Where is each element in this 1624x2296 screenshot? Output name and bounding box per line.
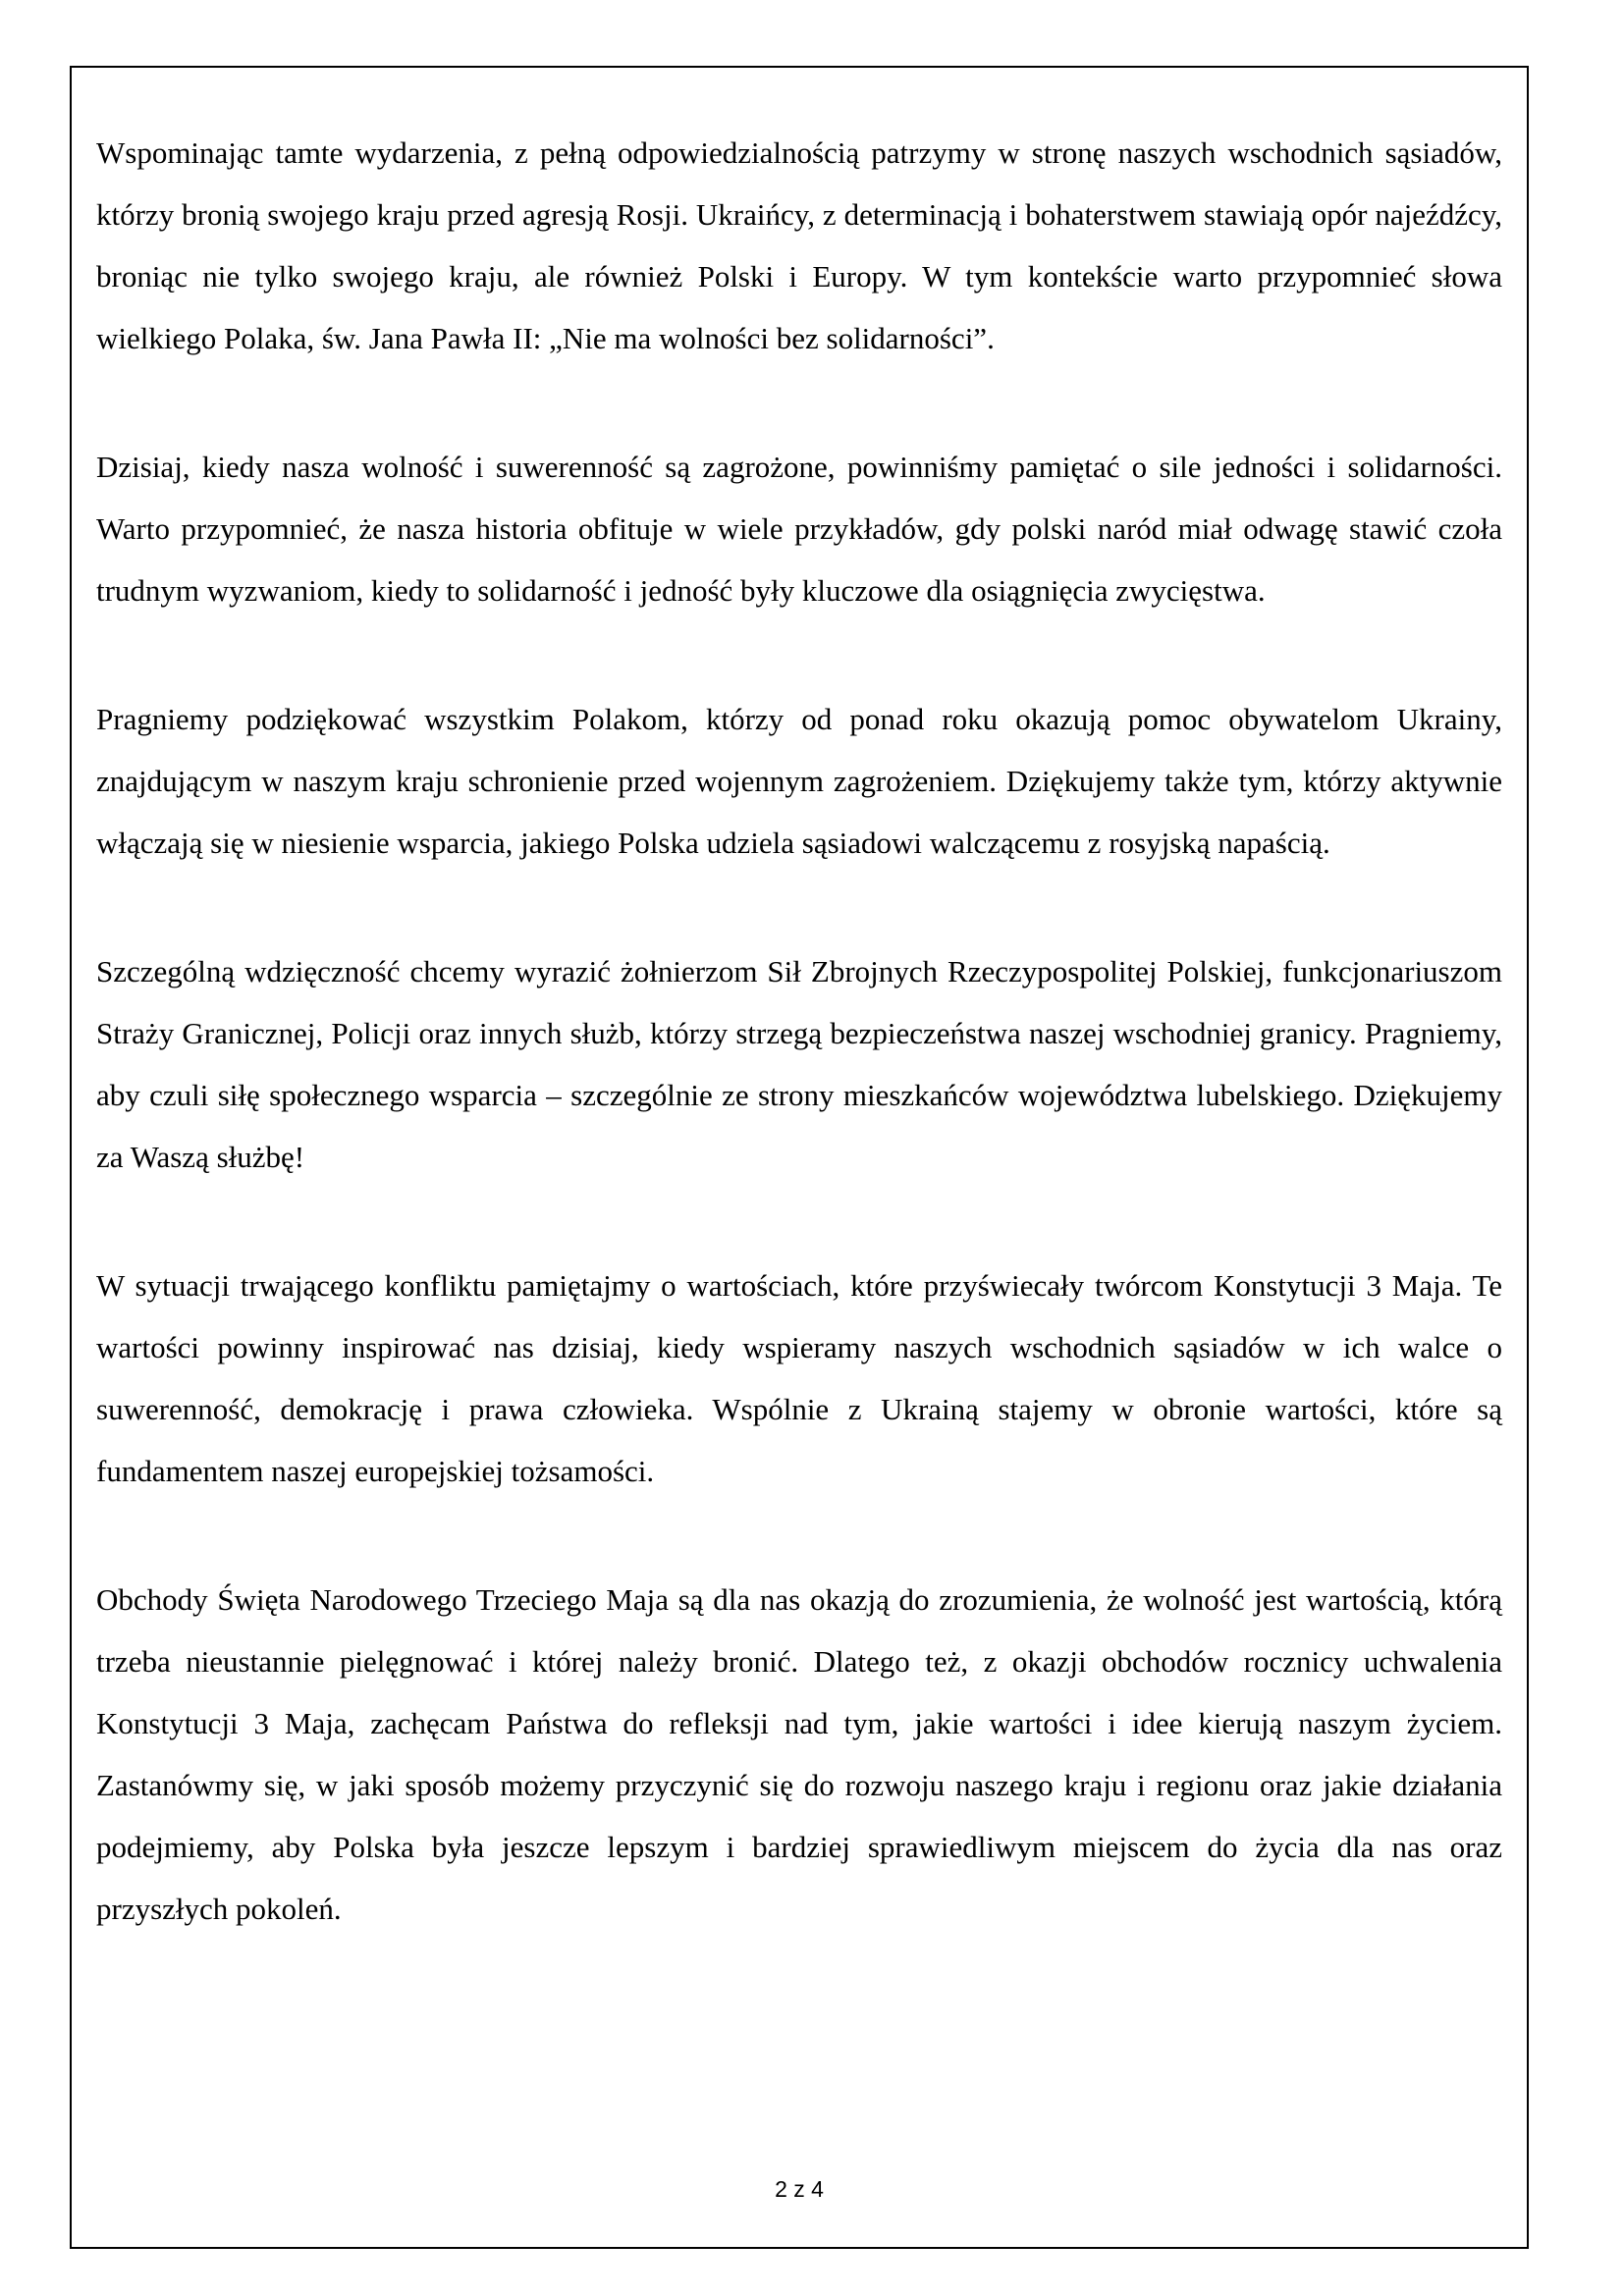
paragraph-6: Obchody Święta Narodowego Trzeciego Maja są dla nas okazją do zrozumienia, że wolność jest wartością, którą trzeba nieustannie pielęgnować i której należy bronić. Dlatego też, z okazji obchodów rocznicy uchwalenia Konstytucji 3 Maja, zachęcam Państwa do refleksji nad tym, jakie wartości i idee kierują naszym życiem. Zastanówmy się, w jaki sposób możemy przyczynić się do rozwoju naszego kraju i regionu oraz jakie działania podejmiemy, aby Polska była jeszcze lepszym i bardziej sprawiedliwym miejscem do życia dla nas oraz przyszłych pokoleń. (96, 1582, 1502, 1926)
paragraph-1: Wspominając tamte wydarzenia, z pełną odpowiedzialnością patrzymy w stronę naszych wschodnich sąsiadów, którzy bronią swojego kraju przed agresją Rosji. Ukraińcy, z determinacją i bohaterstwem stawiają opór najeźdźcy, broniąc nie tylko swojego kraju, ale również Polski i Europy. W tym kontekście warto przypomnieć słowa wielkiego Polaka, św. Jana Pawła II: „Nie ma wolności bez solidarności”. (96, 135, 1502, 355)
paragraph-5: W sytuacji trwającego konfliktu pamiętajmy o wartościach, które przyświecały twórcom Konstytucji 3 Maja. Te wartości powinny inspirować nas dzisiaj, kiedy wspieramy naszych wschodnich sąsiadów w ich walce o suwerenność, demokrację i prawa człowieka. Wspólnie z Ukrainą stajemy w obronie wartości, które są fundamentem naszej europejskiej tożsamości. (96, 1268, 1502, 1488)
paragraph-2: Dzisiaj, kiedy nasza wolność i suwerenność są zagrożone, powinniśmy pamiętać o sile jedności i solidarności. Warto przypomnieć, że nasza historia obfituje w wiele przykładów, gdy polski naród miał odwagę stawić czoła trudnym wyzwaniom, kiedy to solidarność i jedność były kluczowe dla osiągnięcia zwycięstwa. (96, 450, 1502, 608)
page-number: 2 z 4 (775, 2176, 824, 2202)
paragraph-4: Szczególną wdzięczność chcemy wyrazić żołnierzom Sił Zbrojnych Rzeczypospolitej Polskiej, funkcjonariuszom Straży Granicznej, Policji oraz innych służb, którzy strzegą bezpieczeństwa naszej wschodniej granicy. Pragniemy, aby czuli siłę społecznego wsparcia – szczególnie ze strony mieszkańców województwa lubelskiego. Dziękujemy za Waszą służbę! (96, 954, 1502, 1174)
paragraph-3: Pragniemy podziękować wszystkim Polakom, którzy od ponad roku okazują pomoc obywatelom Ukrainy, znajdującym w naszym kraju schronienie przed wojennym zagrożeniem. Dziękujemy także tym, którzy aktywnie włączają się w niesienie wsparcia, jakiego Polska udziela sąsiadowi walczącemu z rosyjską napaścią. (96, 702, 1502, 860)
page-frame (70, 66, 1529, 2249)
document-body (96, 122, 1502, 1940)
